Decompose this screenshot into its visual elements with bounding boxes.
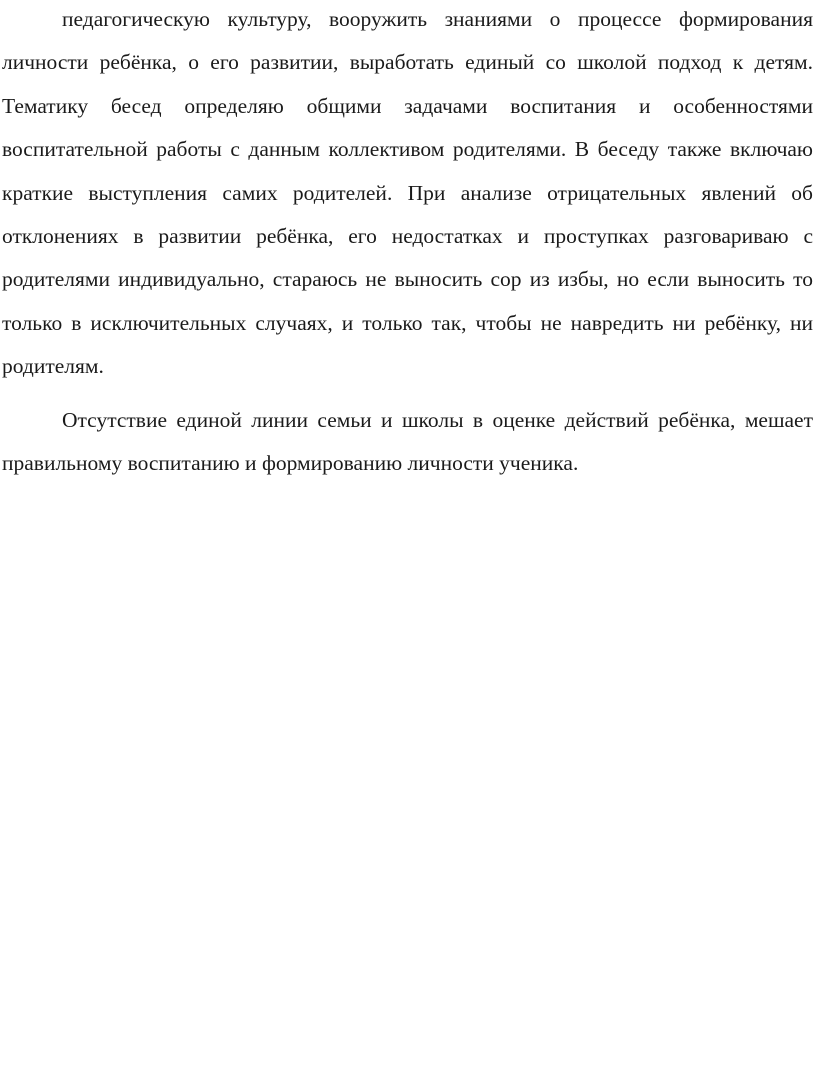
document-body <box>2 0 813 485</box>
paragraph-1: педагогическую культуру, вооружить знаниями о процессе формирования личности ребёнка, о его развитии, выработать единый со школой подход к детям. Тематику бесед определяю общими задачами воспитания и особенностями воспитательной работы с данным коллективом родителями. В беседу также включаю краткие выступления самих родителей. При анализе отрицательных явлений об отклонениях в развитии ребёнка, его недостатках и проступках разговариваю с родителями индивидуально, стараюсь не выносить сор из избы, но если выносить то только в исключительных случаях, и только так, чтобы не навредить ни ребёнку, ни родителям. <box>2 7 813 379</box>
paragraph-2: Отсутствие единой линии семьи и школы в оценке действий ребёнка, мешает правильному воспитанию и формированию личности ученика. <box>2 407 813 476</box>
